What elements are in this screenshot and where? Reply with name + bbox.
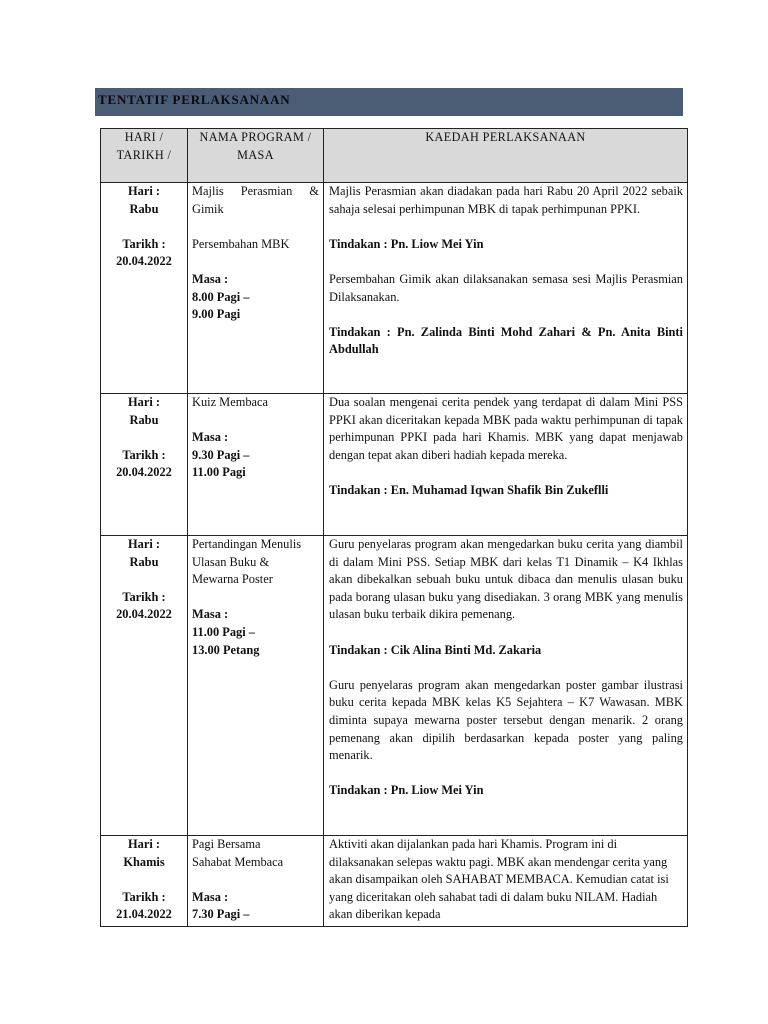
program-cell [188,536,324,836]
day-cell [101,536,188,836]
masa-start: 7.30 Pagi – [192,907,250,922]
tindakan-text: Tindakan : Cik Alina Binti Md. Zakaria [329,642,542,657]
section-title-bar [95,88,683,116]
table-row [101,536,688,836]
program-name: Majlis Perasmian & Gimik [192,184,319,216]
hari-label: Hari : [128,395,160,409]
description-text: Dua soalan mengenai cerita pendek yang terdapat di dalam Mini PSS PPKI akan diceritakan kepada MBK pada waktu perhimpunan di tapak perhimpunan PPKI pada hari Khamis. MBK yang dapat menjawab dengan tepat akan diberi hadiah kepada mereka. [329,395,683,462]
program-cell [188,836,324,927]
schedule-table [100,128,688,927]
hari-label: Hari : [128,837,160,851]
description-text: Aktiviti akan dijalankan pada hari Khamis. Program ini di dilaksanakan selepas waktu pagi. MBK akan mendengar cerita yang akan disampaikan oleh SAHABAT MEMBACA. Kemudian catat isi yang diceritakan oleh sahabat tadi di dalam buku NILAM. Hadiah akan diberikan kepada [329,837,669,922]
hari-value: Rabu [129,554,159,569]
masa-end: 11.00 Pagi [192,465,246,480]
table-row [101,836,688,927]
hari-value: Khamis [123,854,165,869]
tindakan-text: Tindakan : Pn. Zalinda Binti Mohd Zahari & Pn. Anita Binti Abdullah [329,324,683,357]
program-name: Persembahan MBK [192,236,290,251]
tarikh-value: 20.04.2022 [116,254,172,269]
tarikh-label: Tarikh : [122,236,166,251]
hari-value: Rabu [129,201,159,216]
day-cell [101,836,188,927]
description-cell [324,394,688,536]
tarikh-value: 20.04.2022 [116,465,172,480]
tarikh-label: Tarikh : [122,447,166,462]
description-cell [324,536,688,836]
hari-label: Hari : [128,184,160,198]
day-cell [101,183,188,394]
masa-label: Masa : [192,430,229,445]
masa-label: Masa : [192,889,229,904]
description-cell [324,183,688,394]
program-name: Pertandingan Menulis Ulasan Buku & Mewarna Poster [192,537,302,587]
masa-start: 11.00 Pagi – [192,624,255,639]
table-row [101,394,688,536]
description-text: Majlis Perasmian akan diadakan pada hari Rabu 20 April 2022 sebaik sahaja selesai perhimpunan MBK di tapak perhimpunan PPKI. [329,184,683,216]
masa-label: Masa : [192,271,229,286]
header-kaedah: KAEDAH PERLAKSANAAN [324,129,688,183]
tindakan-text: Tindakan : En. Muhamad Iqwan Shafik Bin Zukeflli [329,482,609,497]
table-header-row [101,129,688,183]
tarikh-label: Tarikh : [122,889,166,904]
description-text: Persembahan Gimik akan dilaksanakan semasa sesi Majlis Perasmian Dilaksanakan. [329,271,683,304]
masa-end: 9.00 Pagi [192,307,241,322]
program-name: Pagi Bersama Sahabat Membaca [192,837,284,869]
tarikh-value: 21.04.2022 [116,907,172,922]
tarikh-label: Tarikh : [122,589,166,604]
tindakan-text: Tindakan : Pn. Liow Mei Yin [329,236,484,251]
section-title: TENTATIF PERLAKSANAAN [98,92,291,107]
masa-label: Masa : [192,607,229,622]
hari-label: Hari : [128,537,160,551]
header-nama-program: NAMA PROGRAM / MASA [188,129,324,183]
header-hari-tarikh: HARI / TARIKH / [101,129,188,183]
masa-start: 9.30 Pagi – [192,447,250,462]
description-text: Guru penyelaras program akan mengedarkan buku cerita yang diambil di dalam Mini PSS. Setiap MBK dari kelas T1 Dinamik – K4 Ikhlas akan dibekalkan sebuah buku untuk dibaca dan menulis ulasan buku pada borang ulasan buku yang disediakan. 3 orang MBK yang menulis ulasan buku terbaik dikira pemenang. [329,537,683,622]
masa-start: 8.00 Pagi – [192,289,250,304]
description-text: Guru penyelaras program akan mengedarkan poster gambar ilustrasi buku cerita kepada MBK kelas K5 Sejahtera – K7 Wawasan. MBK diminta supaya mewarna poster tersebut dengan menarik. 2 orang pemenang akan dipilih berdasarkan kepada poster yang paling menarik. [329,677,683,763]
tarikh-value: 20.04.2022 [116,607,172,622]
program-name: Kuiz Membaca [192,395,269,409]
description-cell [324,836,688,927]
hari-value: Rabu [129,412,159,427]
program-cell [188,183,324,394]
tindakan-text: Tindakan : Pn. Liow Mei Yin [329,783,484,798]
day-cell [101,394,188,536]
table-row [101,183,688,394]
program-cell [188,394,324,536]
masa-end: 13.00 Petang [192,642,260,657]
